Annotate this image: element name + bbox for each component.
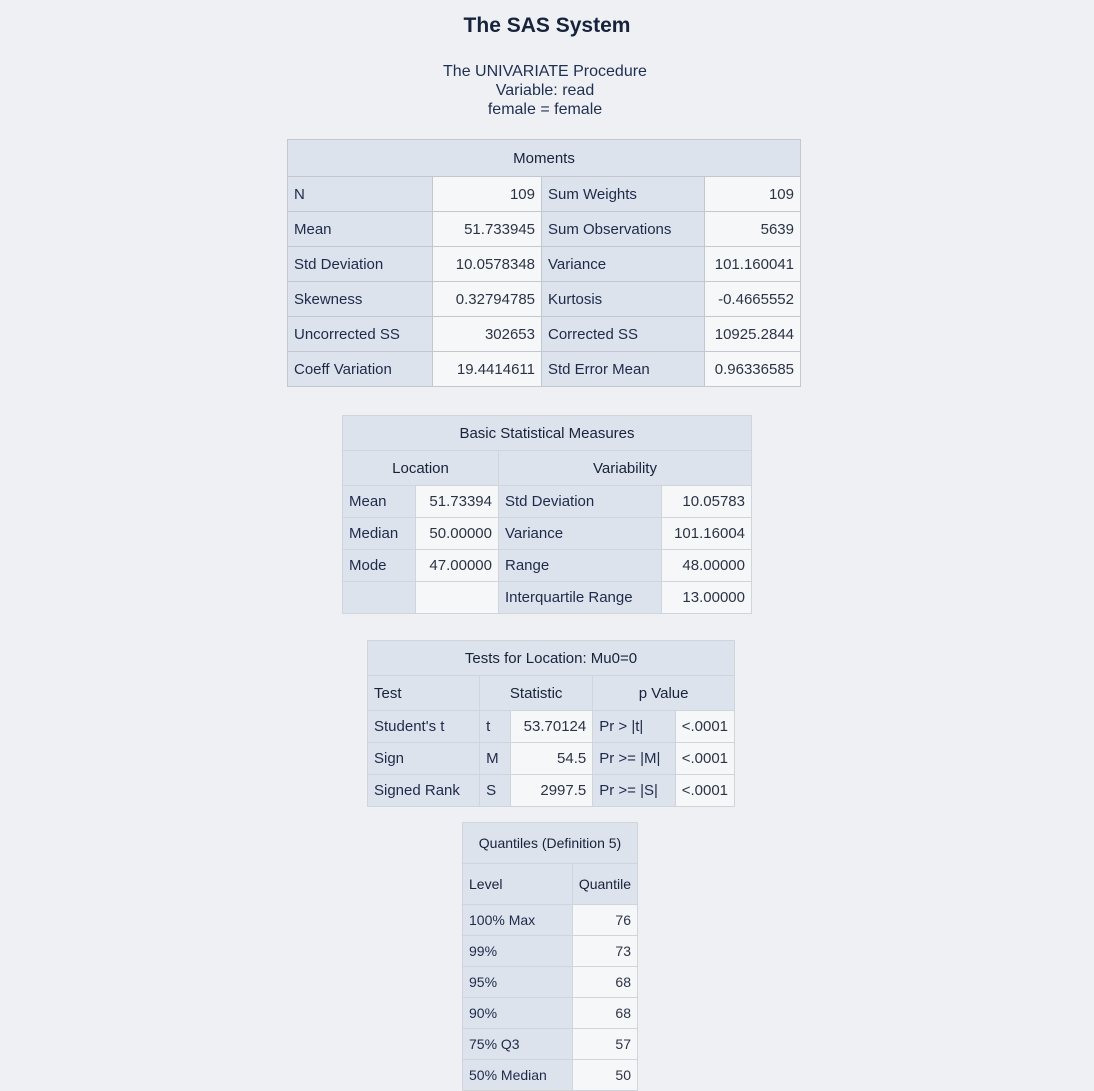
table-row xyxy=(463,998,638,1029)
location-value: 51.73394 xyxy=(416,486,499,518)
pvalue-label: Pr >= |S| xyxy=(593,775,675,807)
procedure-name: The UNIVARIATE Procedure xyxy=(443,63,647,80)
variability-label: Std Deviation xyxy=(499,486,662,518)
pvalue-label: Pr >= |M| xyxy=(593,743,675,775)
test-statistic: 54.5 xyxy=(510,743,593,775)
table-row xyxy=(368,711,735,743)
location-value xyxy=(416,582,499,614)
test-statistic: 2997.5 xyxy=(510,775,593,807)
variability-label: Interquartile Range xyxy=(499,582,662,614)
table-row xyxy=(463,967,638,998)
moment-label: Sum Weights xyxy=(542,177,705,212)
level-col-header: Level xyxy=(463,864,573,905)
test-statistic: 53.70124 xyxy=(510,711,593,743)
test-name: Student's t xyxy=(368,711,480,743)
pvalue-col-header: p Value xyxy=(593,676,735,711)
moment-value: 19.4414611 xyxy=(433,352,542,387)
quantile-level: 50% Median xyxy=(463,1060,573,1091)
table-row xyxy=(288,282,801,317)
test-symbol: M xyxy=(480,743,511,775)
moment-label: Mean xyxy=(288,212,433,247)
quantile-level: 100% Max xyxy=(463,905,573,936)
moment-label: Uncorrected SS xyxy=(288,317,433,352)
moment-label: Std Deviation xyxy=(288,247,433,282)
test-name: Signed Rank xyxy=(368,775,480,807)
tests-table xyxy=(367,640,735,807)
table-row xyxy=(343,486,752,518)
test-symbol: S xyxy=(480,775,511,807)
moment-label: Skewness xyxy=(288,282,433,317)
moment-value: 0.96336585 xyxy=(705,352,801,387)
pvalue: <.0001 xyxy=(675,711,734,743)
variability-value: 48.00000 xyxy=(662,550,752,582)
moment-value: 101.160041 xyxy=(705,247,801,282)
table-row xyxy=(463,1060,638,1091)
moments-header: Moments xyxy=(288,140,801,177)
moment-label: Kurtosis xyxy=(542,282,705,317)
quantile-level: 90% xyxy=(463,998,573,1029)
quantiles-table xyxy=(462,822,638,1091)
table-row xyxy=(288,317,801,352)
moment-value: 51.733945 xyxy=(433,212,542,247)
variability-label: Variance xyxy=(499,518,662,550)
location-value: 47.00000 xyxy=(416,550,499,582)
moment-value: 109 xyxy=(705,177,801,212)
variable-label: Variable: read xyxy=(495,82,595,99)
quantile-level: 95% xyxy=(463,967,573,998)
table-row xyxy=(343,550,752,582)
table-row xyxy=(463,905,638,936)
table-row xyxy=(288,212,801,247)
quantiles-header: Quantiles (Definition 5) xyxy=(463,823,638,864)
table-row xyxy=(288,247,801,282)
location-label: Mode xyxy=(343,550,416,582)
table-row xyxy=(288,177,801,212)
variability-value: 10.05783 xyxy=(662,486,752,518)
moment-label: Coeff Variation xyxy=(288,352,433,387)
statistic-col-header: Statistic xyxy=(480,676,593,711)
basic-stats-header: Basic Statistical Measures xyxy=(343,416,752,451)
basic-stats-table xyxy=(342,415,752,614)
moment-value: 10925.2844 xyxy=(705,317,801,352)
quantile-value: 73 xyxy=(572,936,637,967)
table-row xyxy=(368,743,735,775)
quantile-level: 75% Q3 xyxy=(463,1029,573,1060)
moment-value: 10.0578348 xyxy=(433,247,542,282)
variability-header: Variability xyxy=(499,451,752,486)
variability-value: 101.16004 xyxy=(662,518,752,550)
test-symbol: t xyxy=(480,711,511,743)
location-label xyxy=(343,582,416,614)
location-label: Median xyxy=(343,518,416,550)
moment-value: -0.4665552 xyxy=(705,282,801,317)
location-header: Location xyxy=(343,451,499,486)
quantile-level: 99% xyxy=(463,936,573,967)
quantile-value: 57 xyxy=(572,1029,637,1060)
moment-value: 109 xyxy=(433,177,542,212)
location-label: Mean xyxy=(343,486,416,518)
moment-value: 5639 xyxy=(705,212,801,247)
test-name: Sign xyxy=(368,743,480,775)
table-row xyxy=(288,352,801,387)
pvalue: <.0001 xyxy=(675,743,734,775)
quantile-value: 50 xyxy=(572,1060,637,1091)
tests-header: Tests for Location: Mu0=0 xyxy=(368,641,735,676)
group-label: female = female xyxy=(487,101,603,118)
moment-label: Std Error Mean xyxy=(542,352,705,387)
moment-value: 0.32794785 xyxy=(433,282,542,317)
pvalue: <.0001 xyxy=(675,775,734,807)
moment-label: N xyxy=(288,177,433,212)
moments-table xyxy=(287,139,801,387)
table-row xyxy=(343,518,752,550)
test-col-header: Test xyxy=(368,676,480,711)
table-row xyxy=(463,1029,638,1060)
report-title: The SAS System xyxy=(463,14,631,37)
quantile-col-header: Quantile xyxy=(572,864,637,905)
moment-value: 302653 xyxy=(433,317,542,352)
table-row xyxy=(368,775,735,807)
variability-value: 13.00000 xyxy=(662,582,752,614)
moment-label: Corrected SS xyxy=(542,317,705,352)
table-row xyxy=(343,582,752,614)
variability-label: Range xyxy=(499,550,662,582)
quantile-value: 76 xyxy=(572,905,637,936)
moment-label: Sum Observations xyxy=(542,212,705,247)
moment-label: Variance xyxy=(542,247,705,282)
quantile-value: 68 xyxy=(572,967,637,998)
table-row xyxy=(463,936,638,967)
quantile-value: 68 xyxy=(572,998,637,1029)
location-value: 50.00000 xyxy=(416,518,499,550)
pvalue-label: Pr > |t| xyxy=(593,711,675,743)
